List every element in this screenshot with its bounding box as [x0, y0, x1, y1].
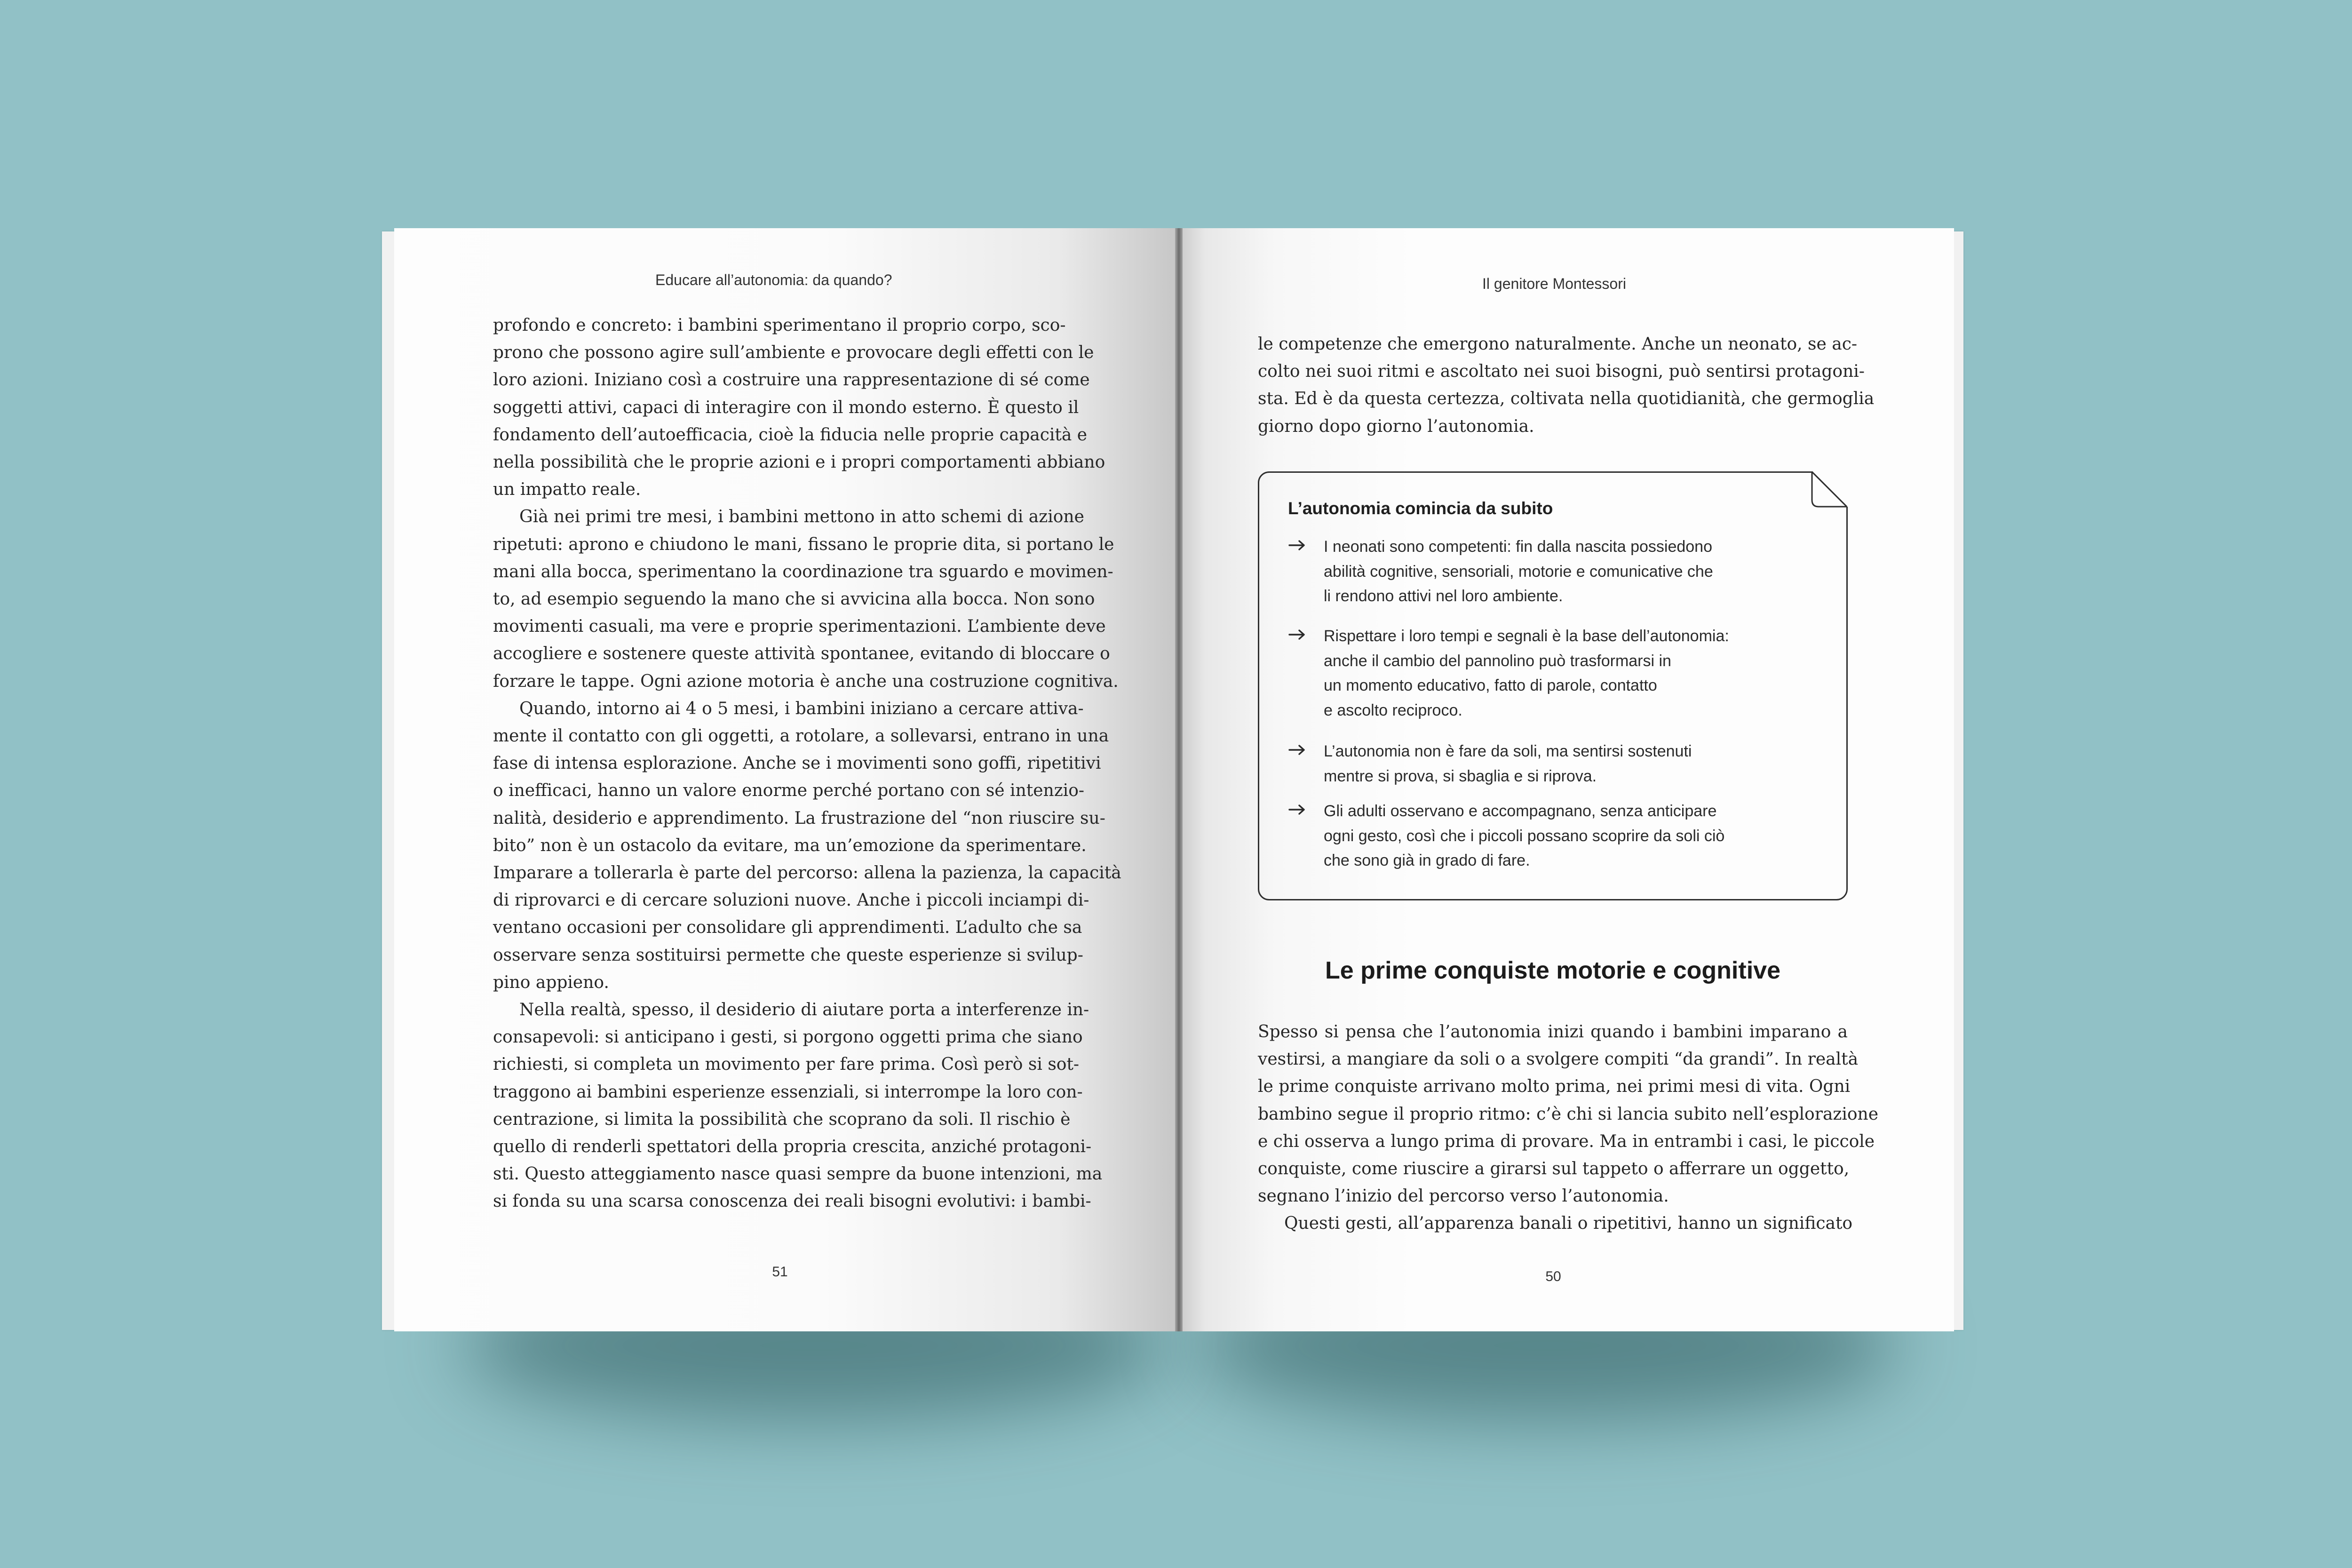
dog-ear-corner-icon: [1810, 470, 1849, 509]
body-text-line: le competenze che emergono naturalmente. Anche un neonato, se ac-: [1258, 334, 1858, 354]
body-text-line: bito” non è un ostacolo da evitare, ma un’emozione da sperimentare.: [493, 836, 1087, 855]
arrow-right-icon: [1288, 803, 1307, 817]
body-text-line: consapevoli: si anticipano i gesti, si porgono oggetti prima che siano: [493, 1027, 1083, 1047]
body-text-line: profondo e concreto: i bambini sperimentano il proprio corpo, sco-: [493, 316, 1066, 335]
callout-item-line: anche il cambio del pannolino può trasformarsi in: [1324, 652, 1671, 670]
body-text-line: Nella realtà, spesso, il desiderio di aiutare porta a interferenze in-: [519, 1000, 1089, 1019]
body-text-line: Quando, intorno ai 4 o 5 mesi, i bambini iniziano a cercare attiva-: [519, 699, 1084, 718]
body-text-line: le prime conquiste arrivano molto prima, nei primi mesi di vita. Ogni: [1258, 1077, 1851, 1097]
body-text-line: mani alla bocca, sperimentano la coordinazione tra sguardo e movimen-: [493, 562, 1113, 581]
body-text-line: soggetti attivi, capaci di interagire con il mondo esterno. È questo il: [493, 398, 1079, 417]
body-text-line: un impatto reale.: [493, 480, 641, 500]
body-text-line: Spesso si pensa che l’autonomia inizi quando i bambini imparano a: [1258, 1022, 1848, 1042]
callout-item-line: li rendono attivi nel loro ambiente.: [1324, 587, 1563, 605]
callout-item-line: abilità cognitive, sensoriali, motorie e comunicative che: [1324, 562, 1713, 581]
body-text-line: mente il contatto con gli oggetti, a rotolare, a sollevarsi, entrano in una: [493, 726, 1109, 746]
body-text-line: traggono ai bambini esperienze essenziali, si interrompe la loro con-: [493, 1082, 1083, 1102]
body-text-line: colto nei suoi ritmi e ascoltato nei suoi bisogni, può sentirsi protagoni-: [1258, 362, 1865, 382]
body-text-line: giorno dopo giorno l’autonomia.: [1258, 416, 1534, 436]
body-text-line: vestirsi, a mangiare da soli o a svolgere compiti “da grandi”. In realtà: [1258, 1050, 1859, 1069]
body-text-line: Questi gesti, all’apparenza banali o ripetitivi, hanno un significato: [1284, 1214, 1853, 1234]
body-text-line: accogliere e sostenere queste attività spontanee, evitando di bloccare o: [493, 644, 1110, 664]
body-text-line: ripetuti: aprono e chiudono le mani, fissano le proprie dita, si portano le: [493, 534, 1114, 554]
arrow-right-icon: [1288, 628, 1307, 642]
body-text-line: segnano l’inizio del percorso verso l’autonomia.: [1258, 1186, 1669, 1206]
body-text-line: bambino segue il proprio ritmo: c’è chi si lancia subito nell’esplorazione: [1258, 1104, 1879, 1124]
body-text-line: ventano occasioni per consolidare gli apprendimenti. L’adulto che sa: [493, 918, 1082, 938]
body-text-line: sta. Ed è da questa certezza, coltivata nella quotidianità, che germoglia: [1258, 389, 1875, 409]
body-text-line: conquiste, come riuscire a girarsi sul tappeto o afferrare un oggetto,: [1258, 1159, 1850, 1178]
body-text-line: movimenti casuali, ma vere e proprie sperimentazioni. L’ambiente deve: [493, 617, 1106, 637]
left-page: [394, 228, 1175, 1331]
arrow-right-icon: [1288, 538, 1307, 552]
callout-item-line: un momento educativo, fatto di parole, contatto: [1324, 677, 1657, 694]
running-head-left: Educare all’autonomia: da quando?: [655, 271, 892, 288]
body-text-line: pino appieno.: [493, 972, 609, 992]
page-number-right: 50: [1545, 1269, 1561, 1284]
body-text-line: di riprovarci e di cercare soluzioni nuove. Anche i piccoli inciampi di-: [493, 891, 1089, 910]
body-text-line: e chi osserva a lungo prima di provare. Ma in entrambi i casi, le piccole: [1258, 1131, 1875, 1151]
body-text-line: richiesti, si completa un movimento per fare prima. Così però si sot-: [493, 1055, 1080, 1075]
callout-item-line: che sono già in grado di fare.: [1324, 852, 1530, 869]
right-page: [1183, 228, 1954, 1331]
body-text-line: prono che possono agire sull’ambiente e provocare degli effetti con le: [493, 343, 1094, 363]
callout-item-line: L’autonomia non è fare da soli, ma sentirsi sostenuti: [1324, 742, 1692, 760]
section-heading: Le prime conquiste motorie e cognitive: [1325, 957, 1780, 984]
body-text-line: sti. Questo atteggiamento nasce quasi sempre da buone intenzioni, ma: [493, 1164, 1103, 1184]
body-text-line: Imparare a tollerarla è parte del percorso: allena la pazienza, la capacità: [493, 863, 1121, 883]
running-head-right: Il genitore Montessori: [1482, 275, 1626, 292]
body-text-line: nella possibilità che le proprie azioni e i propri comportamenti abbiano: [493, 453, 1105, 472]
body-text-line: loro azioni. Iniziano così a costruire una rappresentazione di sé come: [493, 370, 1090, 390]
body-text-line: osservare senza sostituirsi permette che queste esperienze si svilup-: [493, 945, 1083, 965]
book-gutter: [1175, 228, 1183, 1331]
callout-item-line: Rispettare i loro tempi e segnali è la base dell’autonomia:: [1324, 627, 1729, 645]
callout-title: L’autonomia comincia da subito: [1288, 499, 1553, 518]
callout-item-line: mentre si prova, si sbaglia e si riprova.: [1324, 767, 1597, 785]
body-text-line: si fonda su una scarsa conoscenza dei reali bisogni evolutivi: i bambi-: [493, 1192, 1091, 1211]
callout-item-line: I neonati sono competenti: fin dalla nascita possiedono: [1324, 538, 1712, 556]
callout-item-line: ogni gesto, così che i piccoli possano scoprire da soli ciò: [1324, 827, 1725, 845]
arrow-right-icon: [1288, 743, 1307, 757]
body-text-line: quello di renderli spettatori della propria crescita, anziché protagoni-: [493, 1137, 1092, 1156]
body-text-line: fondamento dell’autoefficacia, cioè la fiducia nelle proprie capacità e: [493, 425, 1088, 445]
body-text-line: centrazione, si limita la possibilità che scoprano da soli. Il rischio è: [493, 1109, 1071, 1129]
page-number-left: 51: [772, 1264, 788, 1280]
body-text-line: fase di intensa esplorazione. Anche se i movimenti sono goffi, ripetitivi: [493, 754, 1101, 773]
body-text-line: to, ad esempio seguendo la mano che si avvicina alla bocca. Non sono: [493, 589, 1095, 609]
callout-item-line: e ascolto reciproco.: [1324, 701, 1462, 719]
body-text-line: forzare le tappe. Ogni azione motoria è anche una costruzione cognitiva.: [493, 671, 1119, 691]
callout-item-line: Gli adulti osservano e accompagnano, senza anticipare: [1324, 802, 1717, 820]
body-text-line: o inefficaci, hanno un valore enorme perché portano con sé intenzio-: [493, 781, 1085, 801]
body-text-line: Già nei primi tre mesi, i bambini mettono in atto schemi di azione: [519, 507, 1084, 527]
body-text-line: nalità, desiderio e apprendimento. La frustrazione del “non riuscire su-: [493, 808, 1105, 828]
